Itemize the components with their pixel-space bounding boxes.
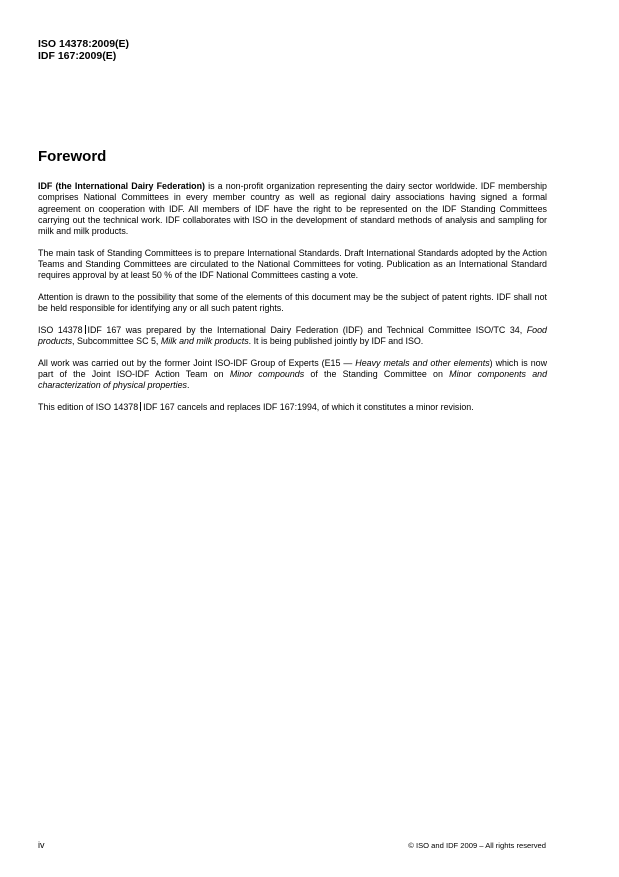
work-text-4: . — [186, 380, 190, 391]
separator-bar — [85, 325, 86, 334]
food-products-italic: Food products — [38, 324, 547, 347]
idf-name-bold: IDF (the International Dairy Federation) — [38, 181, 205, 191]
paragraph-standing-committees: The main task of Standing Committees is to prepare International Standards. Draft International Standards adopted by the Action Teams and Standing Committees are circulated to the National Committees for voting. Publication as an International Standard requires approval by at least 50 % of the IDF National Committees casting a vote. — [38, 247, 547, 281]
idf-reference: IDF 167:2009(E) — [38, 50, 117, 62]
foreword-body — [38, 181, 547, 424]
edition-text-2: IDF 167 cancels and replaces IDF 167:1994, of which it constitutes a minor revision. — [143, 401, 474, 412]
paragraph-patent-rights: Attention is drawn to the possibility that some of the elements of this document may be the subject of patent rights. IDF shall not be held responsible for identifying any or all such patent rights. — [38, 291, 547, 314]
minor-components-italic: Minor components and characterization of physical properties — [38, 369, 548, 391]
paragraph-preparation — [38, 325, 547, 348]
copyright-notice: © ISO and IDF 2009 – All rights reserved — [408, 841, 546, 850]
heavy-metals-italic: Heavy metals and other elements — [355, 357, 490, 368]
work-text-1: All work was carried out by the former Joint ISO-IDF Group of Experts (E15 — — [38, 357, 356, 368]
minor-compounds-italic: Minor compounds — [229, 369, 305, 380]
edition-text-1: This edition of ISO 14378 — [38, 401, 139, 412]
paragraph-idf-description — [38, 181, 547, 237]
preparation-text: IDF 167 was prepared by the International Dairy Federation (IDF) and Technical Committee ISO/TC 34, — [87, 324, 527, 335]
publication-text: . It is being published jointly by IDF and ISO. — [248, 336, 424, 347]
page-number: iv — [38, 840, 45, 850]
separator-bar — [140, 402, 141, 411]
milk-products-italic: Milk and milk products — [160, 336, 249, 347]
paragraph-work-history — [38, 358, 547, 392]
idf-description-text: is a non-profit organization representing the dairy sector worldwide. IDF membership comprises National Committees in every member country as well as regional dairy associations having signed a formal agreement on cooperation with IDF. All members of IDF have the right to be represented on the IDF Standing Committees carrying out the technical work. IDF collaborates with ISO in the development of standard methods of analysis and sampling for milk and milk products. — [38, 181, 547, 237]
standard-number: ISO 14378 — [38, 324, 83, 335]
document-header — [38, 38, 129, 62]
subcommittee-text: , Subcommittee SC 5, — [72, 336, 161, 347]
work-text-3: of the Standing Committee on — [304, 369, 450, 380]
work-text-2: ) which is now part of the Joint ISO-IDF Action Team on — [38, 357, 547, 380]
iso-reference: ISO 14378:2009(E) — [38, 38, 130, 50]
paragraph-edition — [38, 402, 547, 413]
page-title: Foreword — [38, 148, 107, 165]
